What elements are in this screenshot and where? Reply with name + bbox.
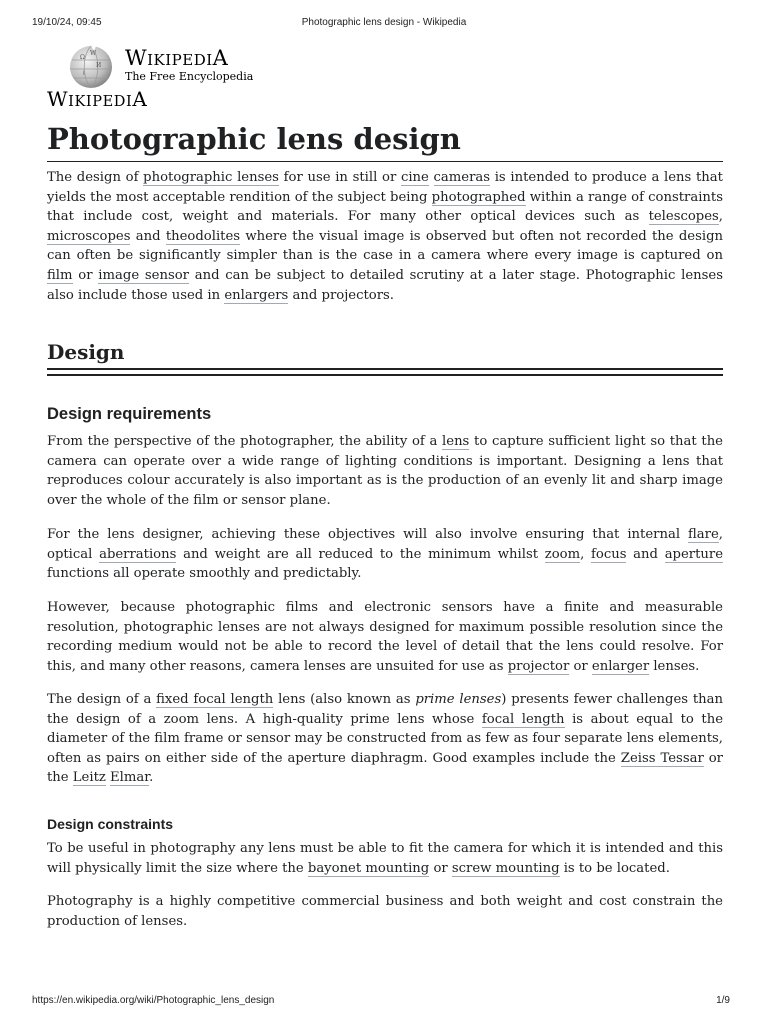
design-constraints-block xyxy=(47,816,723,832)
para-2-block xyxy=(47,525,723,584)
svg-text:Ω: Ω xyxy=(80,54,85,61)
link-photographic-lenses[interactable]: photographic lenses xyxy=(143,170,279,185)
intro-block xyxy=(47,168,723,305)
wikipedia-wordmark: WIKIPEDIA xyxy=(125,46,229,70)
link-lens[interactable]: lens xyxy=(442,434,470,449)
print-footer xyxy=(32,995,736,1007)
subheading-design-requirements: Design requirements xyxy=(47,405,212,423)
print-date: 19/10/24, 09:45 xyxy=(32,17,102,28)
link-zoom[interactable]: zoom xyxy=(544,546,581,562)
link-zeiss-tessar[interactable]: Zeiss Tessar xyxy=(620,750,704,766)
wikipedia-globe-icon xyxy=(66,42,116,90)
link-focus[interactable]: focus xyxy=(591,546,627,562)
link-elmar[interactable]: Elmar xyxy=(110,770,150,786)
link-enlargers[interactable]: enlargers xyxy=(224,287,289,303)
print-header xyxy=(32,17,736,29)
wikipedia-tagline: The Free Encyclopedia xyxy=(125,70,254,83)
para-3-block xyxy=(47,598,723,676)
link-film[interactable]: film xyxy=(47,267,73,283)
link-aberrations[interactable]: aberrations xyxy=(99,546,177,562)
print-url: https://en.wikipedia.org/wiki/Photographic_lens_design xyxy=(32,995,275,1006)
section-divider-double xyxy=(47,374,723,376)
link-screw-mounting[interactable]: screw mounting xyxy=(451,860,560,876)
subheading-design-constraints: Design constraints xyxy=(47,816,174,832)
link-microscopes[interactable]: microscopes xyxy=(47,228,131,244)
section-heading-design: Design xyxy=(47,340,125,364)
link-telescopes[interactable]: telescopes xyxy=(648,209,719,225)
link-enlarger[interactable]: enlarger xyxy=(591,658,650,674)
paragraph-5: To be useful in photography any lens must be able to fit the camera for which it is intended and this will physically limit the size where the bayonet mounting or screw mounting is to be located. xyxy=(47,841,723,876)
paragraph-2: For the lens designer, achieving these objectives will also involve ensuring that internal flare, optical aberrations and weight are all reduced to the minimum whilst zoom, focus and aperture functions all operate smoothly and predictably. xyxy=(47,527,724,582)
para-4-block xyxy=(47,690,723,788)
para-6-block xyxy=(47,892,723,931)
page-title: Photographic lens design xyxy=(47,119,723,162)
link-focal-length[interactable]: focal length xyxy=(481,711,565,727)
link-flare[interactable]: flare xyxy=(688,527,719,542)
svg-text:И: И xyxy=(96,62,102,69)
paragraph-1: From the perspective of the photographer, the ability of a lens to capture sufficient light so that the camera can operate over a wide range of lighting conditions is important. Designing a lens that reproduces colour accurately is also important as is the production of an evenly lit and sharp image over the whole of the film or sensor plane. xyxy=(47,434,723,508)
link-photographed[interactable]: photographed xyxy=(431,189,526,205)
intro-paragraph: The design of photographic lenses for use in still or cine cameras is intended to produce a lens that yields the most acceptable rendition of the subject being photographed within a range of constraints that include cost, weight and materials. For many other optical devices such as telescopes, microscopes and theodolites where the visual image is observed but often not recorded the design can often be significantly simpler than is the case in a camera where every image is captured on film or image sensor and can be subject to detailed scrutiny at a later stage. Photographic lenses also include those used in enlargers and projectors. xyxy=(47,170,723,303)
wikipedia-logo[interactable] xyxy=(66,42,266,92)
paragraph-4: The design of a fixed focal length lens (also known as prime lenses) presents fewer challenges than the design of a zoom lens. A high-quality prime lens whose focal length is about equal to the diameter of the film frame or sensor may be constructed from as few as four separate lens elements, often as pairs on either side of the aperture diaphragm. Good examples include the Zeiss Tessar or the Leitz Elmar. xyxy=(47,692,724,786)
para-1-block xyxy=(47,432,723,510)
italic-prime-lenses: prime lenses xyxy=(415,692,502,707)
link-fixed-focal-length[interactable]: fixed focal length xyxy=(156,692,274,707)
link-aperture[interactable]: aperture xyxy=(664,546,724,562)
link-cameras[interactable]: cameras xyxy=(433,170,491,185)
svg-text:W: W xyxy=(90,50,97,57)
link-theodolites[interactable]: theodolites xyxy=(165,228,241,244)
link-bayonet-mounting[interactable]: bayonet mounting xyxy=(307,860,430,876)
paragraph-3: However, because photographic films and electronic sensors have a finite and measurable resolution, photographic lenses are not always designed for maximum possible resolution since the recording medium would not be able to record the level of detail that the lens could resolve. For this, and many other reasons, camera lenses are unsuited for use as projector or enlarger lenses. xyxy=(47,600,723,674)
svg-text:ا: ا xyxy=(83,70,85,77)
print-page-number: 1/9 xyxy=(716,995,730,1006)
link-leitz[interactable]: Leitz xyxy=(72,770,106,786)
design-requirements-block xyxy=(47,405,723,424)
link-image-sensor[interactable]: image sensor xyxy=(98,267,189,283)
wikipedia-wordmark-secondary: WIKIPEDIA xyxy=(47,87,148,111)
paragraph-6: Photography is a highly competitive commercial business and both weight and cost constrain the production of lenses. xyxy=(47,894,723,929)
section-divider xyxy=(47,368,723,370)
link-cine[interactable]: cine xyxy=(400,170,429,185)
para-5-block xyxy=(47,839,723,878)
link-projector[interactable]: projector xyxy=(507,658,570,674)
section-design xyxy=(47,338,723,366)
print-page-title: Photographic lens design - Wikipedia xyxy=(301,17,467,28)
